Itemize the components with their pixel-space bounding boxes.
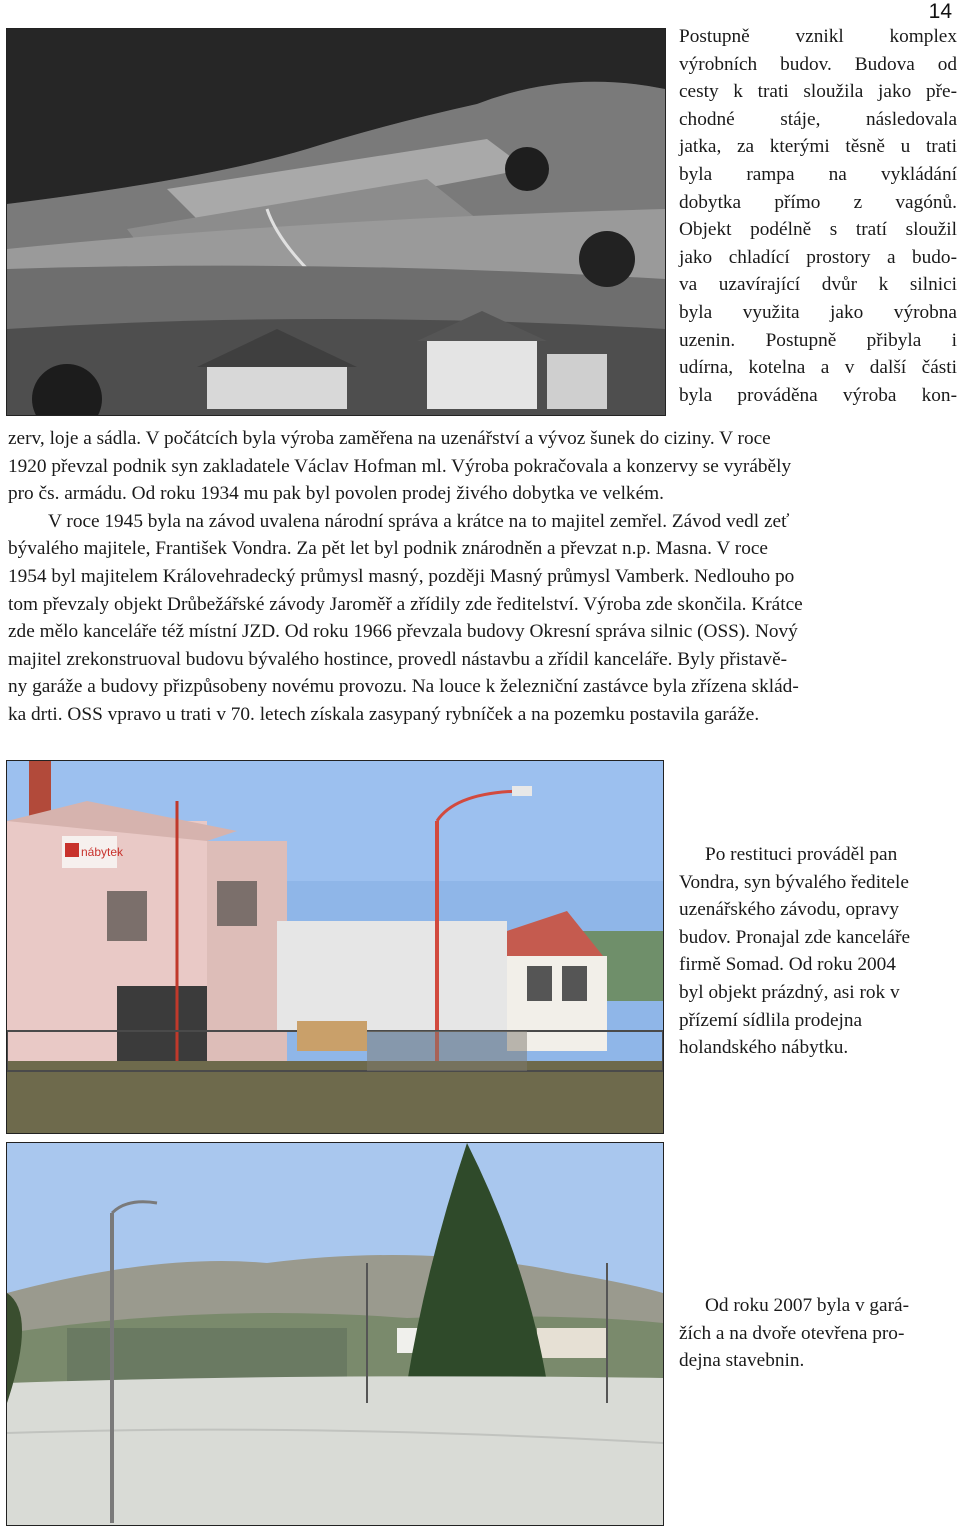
page-number: 14 bbox=[928, 0, 952, 23]
intro-line: uzenin. Postupně přibyla i bbox=[679, 329, 957, 351]
caption-line: uzenářského závodu, opravy bbox=[679, 899, 900, 921]
furniture-store-photo bbox=[6, 760, 664, 1134]
intro-line: byla prováděna výroba kon- bbox=[679, 384, 957, 406]
history-line: zde mělo kanceláře též místní JZD. Od roku 1966 převzala budovy Okresní správa silnic (OSS). Nový bbox=[8, 621, 798, 643]
caption-line: Vondra, syn bývalého ředitele bbox=[679, 871, 909, 893]
intro-line: výrobních budov. Budova od bbox=[679, 53, 957, 75]
history-line: majitel zrekonstruoval budovu bývalého hostince, provedl nástavbu a zřídil kanceláře. Byly přistavě- bbox=[8, 648, 788, 670]
restitution-caption bbox=[679, 841, 957, 1062]
building-materials-store-photo bbox=[6, 1142, 664, 1526]
history-line: zerv, loje a sádla. V počátcích byla výroba zaměřena na uzenářství a vývoz šunek do ciziny. V roce bbox=[8, 428, 771, 449]
caption-line: byl objekt prázdný, asi rok v bbox=[679, 981, 900, 1003]
caption-line: Od roku 2007 byla v gará- bbox=[705, 1295, 910, 1316]
historic-factory-photo bbox=[6, 28, 666, 416]
history-line: ny garáže a budovy přizpůsobeny novému provozu. Na louce k železniční zastávce byla zřízena sklád- bbox=[8, 676, 799, 698]
intro-line: Objekt podélně s tratí sloužil bbox=[679, 219, 957, 241]
store-sign-text: nábytek bbox=[81, 845, 124, 859]
caption-line: Po restituci prováděl pan bbox=[705, 844, 898, 865]
caption-line: žích a na dvoře otevřena pro- bbox=[679, 1322, 905, 1344]
history-paragraph bbox=[8, 425, 958, 729]
intro-line: byla rampa na vykládání bbox=[679, 163, 957, 185]
caption-line: dejna stavebnin. bbox=[679, 1350, 805, 1372]
intro-paragraph bbox=[679, 23, 957, 409]
intro-line: byla využita jako výrobna bbox=[679, 301, 957, 323]
caption-line: budov. Pronajal zde kanceláře bbox=[679, 926, 911, 948]
history-line: 1954 byl majitelem Královehradecký průmysl masný, později Masný průmysl Vamberk. Nedlouho po bbox=[8, 565, 795, 587]
history-line: bývalého majitele, František Vondra. Za pět let byl podnik znárodněn a převzat n.p. Masna. V roce bbox=[8, 538, 768, 560]
history-line: ka drti. OSS vpravo u trati v 70. letech získala zasypaný rybníček a na pozemku postavila garáže. bbox=[8, 703, 760, 725]
intro-line: jatka, za kterými těsně u trati bbox=[679, 136, 957, 158]
store-2007-caption bbox=[679, 1292, 957, 1375]
intro-line: udírna, kotelna a v další části bbox=[679, 357, 957, 379]
intro-line: cesty k trati sloužila jako pře- bbox=[679, 81, 957, 103]
history-line: 1920 převzal podnik syn zakladatele Václav Hofman ml. Výroba pokračovala a konzervy se vyráběly bbox=[8, 455, 792, 477]
caption-line: přízemí sídlila prodejna bbox=[679, 1009, 863, 1031]
intro-line: chodné stáje, následovala bbox=[679, 108, 957, 130]
intro-line: Postupně vznikl komplex bbox=[679, 26, 957, 47]
caption-line: firmě Somad. Od roku 2004 bbox=[679, 954, 896, 976]
intro-line: dobytka přímo z vagónů. bbox=[679, 191, 957, 213]
history-line: tom převzaly objekt Drůbežářské závody Jaroměř a zřídily zde ředitelství. Výroba zde skončila. Krátce bbox=[8, 593, 803, 615]
intro-line: va uzavírající dvůr k silnici bbox=[679, 274, 957, 296]
history-line: V roce 1945 byla na závod uvalena národní správa a krátce na to majitel zemřel. Závod vedl zeť bbox=[48, 510, 790, 532]
intro-line: jako chladící prostory a budo- bbox=[679, 246, 957, 268]
caption-line: holandského nábytku. bbox=[679, 1037, 849, 1059]
history-line: pro čs. armádu. Od roku 1934 mu pak byl povolen prodej živého dobytka ve velkém. bbox=[8, 483, 664, 505]
